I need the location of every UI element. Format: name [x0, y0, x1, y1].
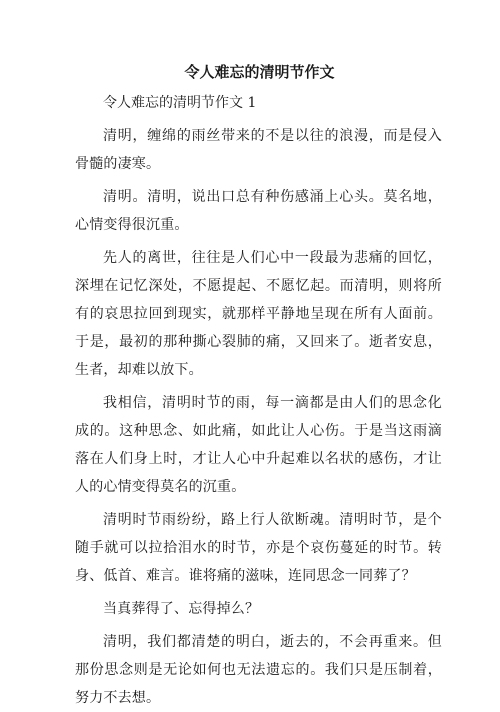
paragraph-7: 清明，我们都清楚的明白，逝去的，不会再重来。但那份思念则是无论如何也无法遗忘的。我们只是压制着，努力不去想。: [75, 634, 442, 706]
paragraph-6: 当真葬得了、忘得掉么？: [103, 601, 260, 617]
document-title: 令人难忘的清明节作文: [184, 63, 335, 81]
paragraph-5: 清明时节雨纷纷，路上行人欲断魂。清明时节，是个随手就可以拉拾泪水的时节，亦是个哀伤蔓延的时节。转身、低首、难言。谁将痛的滋味，连同思念一同葬了？: [75, 512, 442, 584]
essay-subtitle: 令人难忘的清明节作文 1: [103, 95, 257, 111]
paragraph-2: 清明。清明，说出口总有种伤感涌上心头。莫名地，心情变得很沉重。: [75, 189, 442, 233]
paragraph-1: 清明，缠绵的雨丝带来的不是以往的浪漫，而是侵入骨髓的凄寒。: [75, 128, 442, 172]
paragraph-4: 我相信，清明时节的雨，每一滴都是由人们的思念化成的。这种思念、如此痛，如此让人心伤。于是当这雨滴落在人们身上时，才让人心中升起难以名状的感伤，才让人的心情变得莫名的沉重。: [75, 395, 442, 495]
paragraph-3: 先人的离世，往往是人们心中一段最为悲痛的回忆，深埋在记忆深处，不愿提起、不愿忆起。而清明，则将所有的哀思拉回到现实，就那样平静地呈现在所有人面前。于是，最初的那种撕心裂肺的痛，又回来了。逝者安息，生者，却难以放下。: [75, 250, 442, 378]
